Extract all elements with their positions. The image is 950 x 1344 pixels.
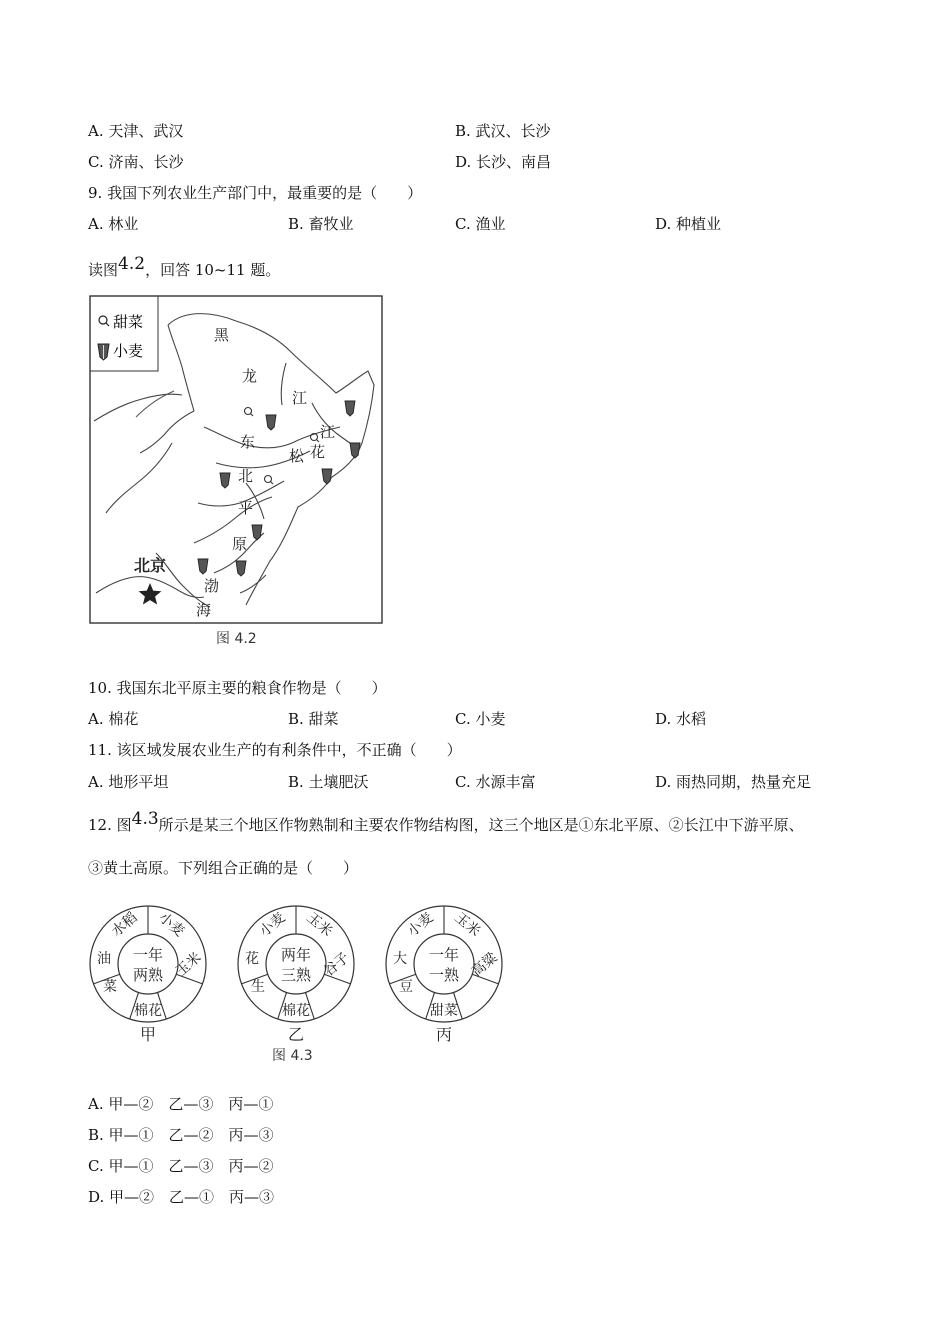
wheel-inner-ring (118, 934, 178, 994)
q12-post: 所示是某三个地区作物熟制和主要农作物结构图，这三个地区是①东北平原、②长江中下游平原、 (158, 816, 804, 834)
q12-option-a: A. 甲—② 乙—③ 丙—① (88, 1095, 274, 1113)
map-label-jiang2: 江 (320, 423, 336, 441)
q9-option-b: B. 畜牧业 (288, 215, 354, 233)
map-label-yuan: 原 (232, 535, 248, 553)
map-label-bo: 渤 (204, 577, 220, 595)
q12-pre: 12. 图 (88, 816, 132, 834)
map-label-bei: 北 (238, 467, 254, 485)
q9-option-a: A. 林业 (88, 215, 139, 233)
wheel-name-label: 乙 (287, 1025, 305, 1044)
wheel-crop-label: 水稻 (108, 909, 141, 940)
map-label-hei: 黑 (214, 326, 230, 344)
q11-option-d: D. 雨热同期，热量充足 (655, 773, 812, 791)
q8-option-a: A. 天津、武汉 (88, 122, 184, 140)
wheel-crop-label: 高粱 (468, 949, 501, 980)
q9-stem: 9. 我国下列农业生产部门中，最重要的是（ ） (88, 184, 423, 202)
wheel-crop-label: 小麦 (155, 909, 188, 940)
q12-option-b: B. 甲—① 乙—② 丙—③ (88, 1126, 274, 1144)
wheel-inner-ring (414, 934, 474, 994)
map-label-ping: 平 (238, 499, 254, 517)
wheels-caption: 图 4.3 (272, 1048, 313, 1064)
map-caption: 图 4.2 (216, 631, 257, 647)
wheel-crop-label: 棉花 (134, 1003, 162, 1019)
q10-option-a: A. 棉花 (88, 710, 139, 728)
wheel-crop-label: 玉米 (172, 949, 205, 980)
map-label-dong: 东 (240, 433, 256, 451)
q10-stem: 10. 我国东北平原主要的粮食作物是（ ） (88, 679, 387, 697)
wheel-crop-label: 小麦 (256, 909, 289, 940)
wheel-center-line1: 一年 (428, 946, 460, 964)
q9-option-d: D. 种植业 (655, 215, 722, 233)
wheel-name-label: 甲 (139, 1025, 157, 1044)
northeast-map-figure (86, 293, 388, 651)
wheel-center-line2: 三熟 (280, 966, 312, 984)
crop-wheels-figure (86, 882, 514, 1064)
map-label-hua: 花 (310, 443, 326, 461)
q11-option-a: A. 地形平坦 (88, 773, 169, 791)
q12-option-c: C. 甲—① 乙—③ 丙—② (88, 1157, 274, 1175)
q8-option-b: B. 武汉、长沙 (455, 122, 551, 140)
intro-post: ，回答 10~11 题。 (145, 261, 281, 279)
wheel-crop-label: 甜菜 (430, 1003, 458, 1019)
wheel-crop-label: 菜 (103, 979, 117, 995)
wheel-crop-label: 玉米 (303, 909, 336, 940)
q12-stem-line1 (88, 809, 804, 835)
q12-stem-line2: ③黄土高原。下列组合正确的是（ ） (88, 859, 359, 877)
q11-option-c: C. 水源丰富 (455, 773, 536, 791)
wheel-crop-label: 花 (245, 951, 259, 967)
q11-option-b: B. 土壤肥沃 (288, 773, 369, 791)
q8-option-c: C. 济南、长沙 (88, 153, 184, 171)
legend-beet-label: 甜菜 (113, 313, 144, 331)
wheel-center-line2: 两熟 (132, 966, 164, 984)
intro-line (88, 254, 281, 280)
map-label-song: 松 (289, 447, 305, 465)
wheel-center-line1: 一年 (132, 946, 164, 964)
wheel-crop-label: 油 (97, 951, 111, 967)
wheel-crop-label: 小麦 (404, 909, 437, 940)
q12-fig-ref: 4.3 (131, 809, 159, 829)
wheel-crop-label: 谷子 (320, 949, 353, 980)
wheel-crop-label: 大 (393, 951, 407, 967)
wheel-crop-label: 生 (251, 979, 265, 995)
wheel-crop-label: 豆 (399, 979, 413, 995)
intro-pre: 读图 (88, 261, 119, 279)
wheel-name-label: 丙 (435, 1025, 453, 1044)
map-label-hai: 海 (196, 601, 212, 619)
wheel-center-line2: 一熟 (428, 966, 460, 984)
q8-option-d: D. 长沙、南昌 (455, 153, 552, 171)
intro-fig-ref: 4.2 (118, 254, 146, 274)
legend-wheat-label: 小麦 (113, 342, 144, 360)
q10-option-c: C. 小麦 (455, 710, 506, 728)
q10-option-b: B. 甜菜 (288, 710, 339, 728)
q9-option-c: C. 渔业 (455, 215, 506, 233)
wheel-crop-label: 玉米 (451, 909, 484, 940)
map-label-long: 龙 (242, 367, 258, 385)
wheel-center-line1: 两年 (280, 946, 312, 964)
q10-option-d: D. 水稻 (655, 710, 707, 728)
wheel-crop-label: 棉花 (282, 1003, 310, 1019)
q12-option-d: D. 甲—② 乙—① 丙—③ (88, 1188, 275, 1206)
q11-stem: 11. 该区域发展农业生产的有利条件中，不正确（ ） (88, 741, 462, 759)
map-label-jiang1: 江 (292, 389, 308, 407)
map-label-beijing: 北京 (134, 556, 167, 575)
wheel-inner-ring (266, 934, 326, 994)
